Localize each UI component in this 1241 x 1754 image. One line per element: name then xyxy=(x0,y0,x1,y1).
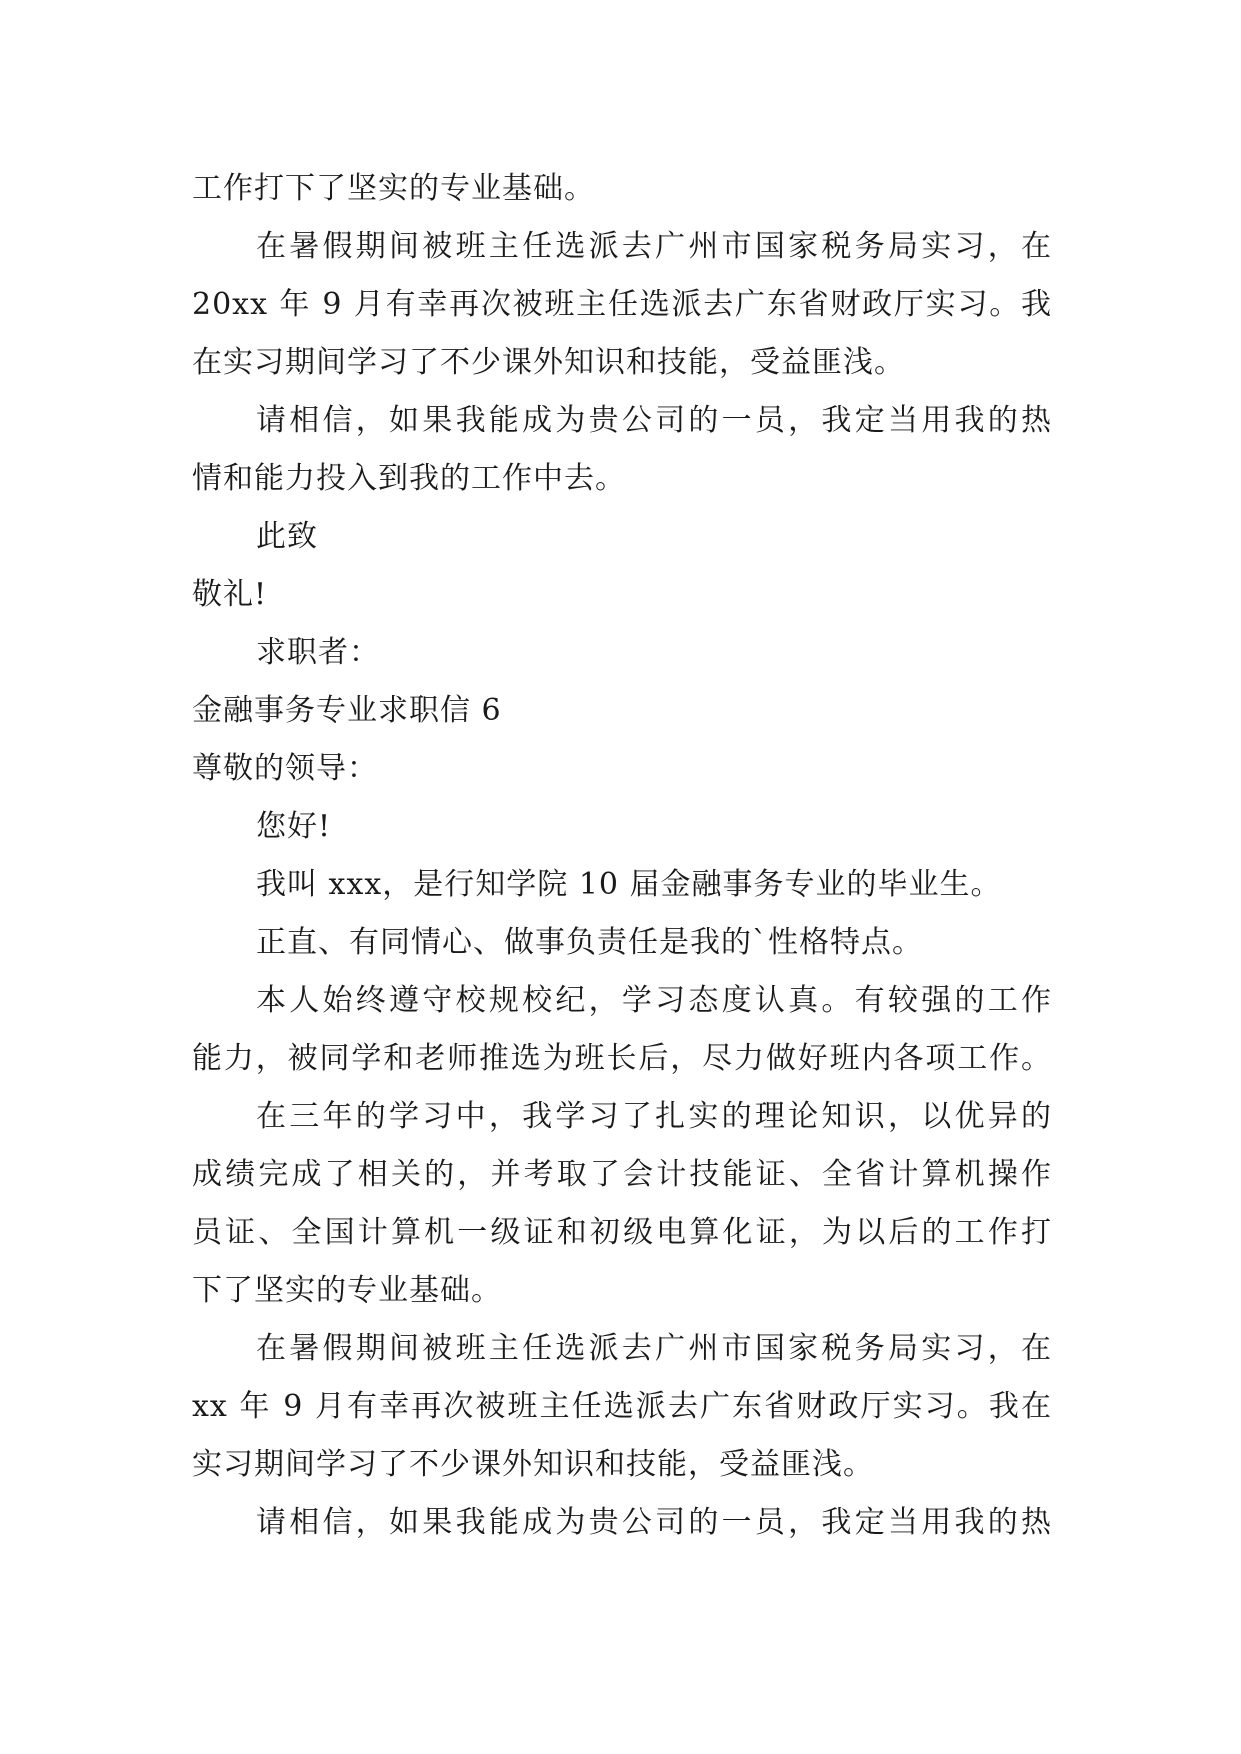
text-line: 在三年的学习中，我学习了扎实的理论知识，以优异的 xyxy=(256,1099,1052,1134)
text-line: 请相信，如果我能成为贵公司的一员，我定当用我的热 xyxy=(256,403,1052,438)
text-line: 在暑假期间被班主任选派去广州市国家税务局实习，在 xyxy=(256,229,1052,264)
text-line: 工作打下了坚实的专业基础。 xyxy=(192,171,595,206)
text-line: 请相信，如果我能成为贵公司的一员，我定当用我的热 xyxy=(256,1505,1052,1540)
document-body xyxy=(192,160,1052,1552)
text-line: 实习期间学习了不少课外知识和技能，受益匪浅。 xyxy=(192,1447,874,1482)
closing-line: 此致 xyxy=(256,519,318,554)
text-line: xx 年 9 月有幸再次被班主任选派去广东省财政厅实习。我在 xyxy=(192,1389,1052,1424)
text-line: 在实习期间学习了不少课外知识和技能，受益匪浅。 xyxy=(192,345,905,380)
text-line: 员证、全国计算机一级证和初级电算化证，为以后的工作打 xyxy=(192,1215,1052,1250)
salutation-line: 敬礼! xyxy=(192,577,268,612)
text-line: 20xx 年 9 月有幸再次被班主任选派去广东省财政厅实习。我 xyxy=(192,287,1052,322)
section-title: 金融事务专业求职信 6 xyxy=(192,693,502,728)
text-line: 在暑假期间被班主任选派去广州市国家税务局实习，在 xyxy=(256,1331,1052,1366)
greeting-line: 您好! xyxy=(256,809,332,844)
text-line: 能力，被同学和老师推选为班长后，尽力做好班内各项工作。 xyxy=(192,1041,1052,1076)
text-line: 正直、有同情心、做事负责任是我的`性格特点。 xyxy=(256,925,923,960)
text-line: 下了坚实的专业基础。 xyxy=(192,1273,502,1308)
text-line: 我叫 xxx，是行知学院 10 届金融事务专业的毕业生。 xyxy=(256,867,1002,902)
signature-line: 求职者： xyxy=(256,635,380,670)
text-line: 成绩完成了相关的，并考取了会计技能证、全省计算机操作 xyxy=(192,1157,1052,1192)
text-line: 本人始终遵守校规校纪，学习态度认真。有较强的工作 xyxy=(256,983,1052,1018)
text-line: 情和能力投入到我的工作中去。 xyxy=(192,461,626,496)
greeting-line: 尊敬的领导： xyxy=(192,751,378,786)
